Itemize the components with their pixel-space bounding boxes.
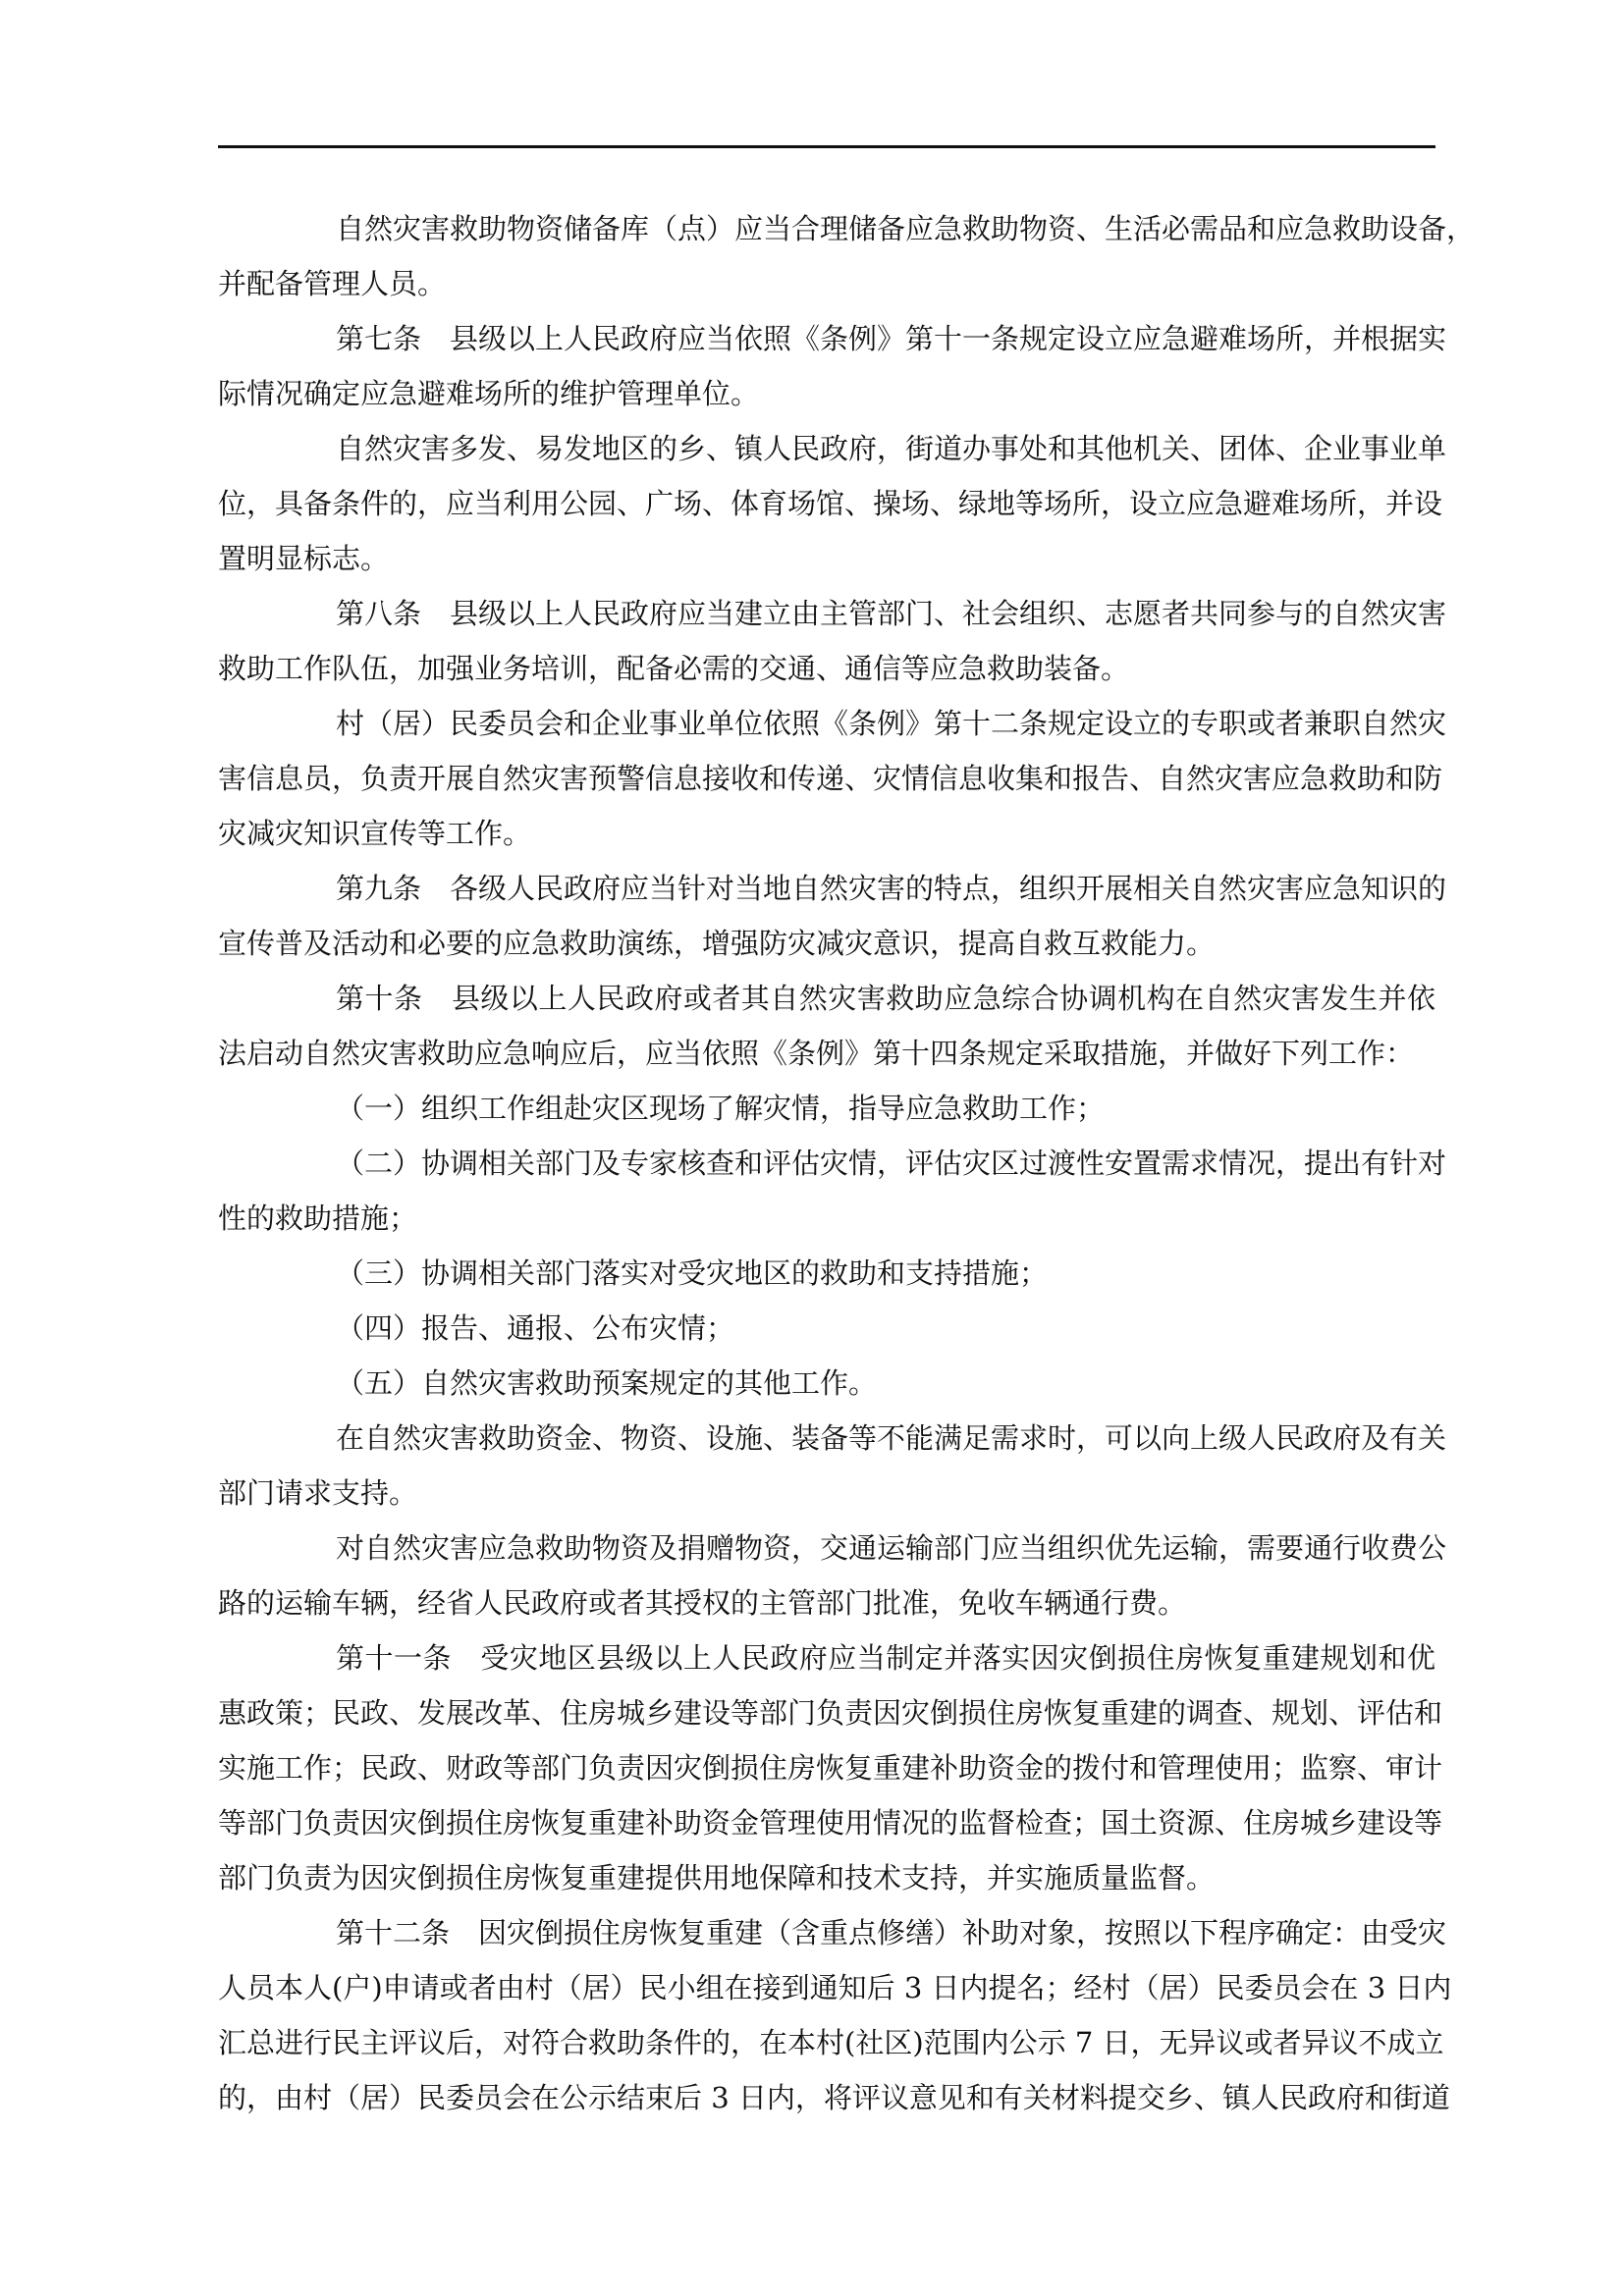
text-line: （五）自然灾害救助预案规定的其他工作。: [336, 1366, 878, 1400]
text-line: 部门请求支持。: [218, 1476, 418, 1510]
text-line: 救助工作队伍，加强业务培训，配备必需的交通、通信等应急救助装备。: [218, 652, 1130, 685]
text-line: 第八条 县级以上人民政府应当建立由主管部门、社会组织、志愿者共同参与的自然灾害: [336, 597, 1447, 630]
text-line: 第七条 县级以上人民政府应当依照《条例》第十一条规定设立应急避难场所，并根据实: [336, 322, 1447, 355]
text-line: 惠政策；民政、发展改革、住房城乡建设等部门负责因灾倒损住房恢复重建的调查、规划、评估和: [218, 1696, 1443, 1730]
text-line: 灾减灾知识宣传等工作。: [218, 817, 532, 850]
text-line: 自然灾害救助物资储备库（点）应当合理储备应急救助物资、生活必需品和应急救助设备，: [336, 212, 1476, 245]
text-line: 自然灾害多发、易发地区的乡、镇人民政府，街道办事处和其他机关、团体、企业事业单: [336, 432, 1447, 465]
text-line: 的，由村（居）民委员会在公示结束后 3 日内，将评议意见和有关材料提交乡、镇人民政府和街道: [218, 2081, 1450, 2114]
text-line: 人员本人(户)申请或者由村（居）民小组在接到通知后 3 日内提名；经村（居）民委员会在 3 日内: [218, 1971, 1452, 2004]
text-line: 法启动自然灾害救助应急响应后，应当依照《条例》第十四条规定采取措施，并做好下列工作：: [218, 1037, 1415, 1070]
text-line: 第十一条 受灾地区县级以上人民政府应当制定并落实因灾倒损住房恢复重建规划和优: [336, 1641, 1435, 1675]
text-line: 际情况确定应急避难场所的维护管理单位。: [218, 377, 760, 410]
text-line: 害信息员，负责开展自然灾害预警信息接收和传递、灾情信息收集和报告、自然灾害应急救助和防: [218, 762, 1443, 795]
text-line: 第九条 各级人民政府应当针对当地自然灾害的特点，组织开展相关自然灾害应急知识的: [336, 872, 1447, 905]
header-rule: [218, 145, 1435, 148]
text-line: 路的运输车辆，经省人民政府或者其授权的主管部门批准，免收车辆通行费。: [218, 1586, 1187, 1620]
text-line: 性的救助措施；: [218, 1201, 418, 1235]
text-line: 置明显标志。: [218, 542, 390, 575]
text-line: 宣传普及活动和必要的应急救助演练，增强防灾减灾意识，提高自救互救能力。: [218, 927, 1216, 960]
text-line: （二）协调相关部门及专家核查和评估灾情，评估灾区过渡性安置需求情况，提出有针对: [336, 1147, 1447, 1180]
text-line: 对自然灾害应急救助物资及捐赠物资，交通运输部门应当组织优先运输，需要通行收费公: [336, 1531, 1447, 1565]
text-line: （一）组织工作组赴灾区现场了解灾情，指导应急救助工作；: [336, 1092, 1106, 1125]
text-line: 汇总进行民主评议后，对符合救助条件的，在本村(社区)范围内公示 7 日，无异议或者异议不成立: [218, 2026, 1444, 2059]
text-line: 位，具备条件的，应当利用公园、广场、体育场馆、操场、绿地等场所，设立应急避难场所，并设: [218, 487, 1443, 520]
text-line: （三）协调相关部门落实对受灾地区的救助和支持措施；: [336, 1256, 1049, 1290]
text-line: 村（居）民委员会和企业事业单位依照《条例》第十二条规定设立的专职或者兼职自然灾: [336, 707, 1447, 740]
text-line: 第十二条 因灾倒损住房恢复重建（含重点修缮）补助对象，按照以下程序确定：由受灾: [336, 1916, 1447, 1949]
document-body: [218, 201, 1476, 2125]
text-line: 部门负责为因灾倒损住房恢复重建提供用地保障和技术支持，并实施质量监督。: [218, 1861, 1216, 1895]
text-line: 在自然灾害救助资金、物资、设施、装备等不能满足需求时，可以向上级人民政府及有关: [336, 1421, 1447, 1455]
text-line: （四）报告、通报、公布灾情；: [336, 1311, 735, 1345]
text-line: 第十条 县级以上人民政府或者其自然灾害救助应急综合协调机构在自然灾害发生并依: [336, 982, 1435, 1015]
text-line: 并配备管理人员。: [218, 267, 447, 300]
text-line: 等部门负责因灾倒损住房恢复重建补助资金管理使用情况的监督检查；国土资源、住房城乡建设等: [218, 1806, 1443, 1840]
text-line: 实施工作；民政、财政等部门负责因灾倒损住房恢复重建补助资金的拨付和管理使用；监察、审计: [218, 1751, 1443, 1785]
